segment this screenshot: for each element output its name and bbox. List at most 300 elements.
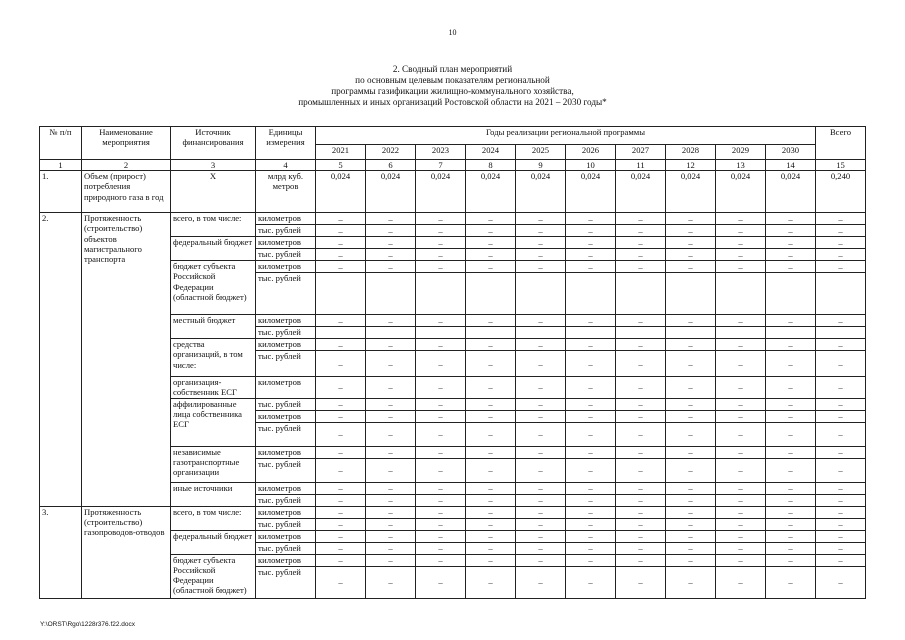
- value-cell: –: [816, 237, 866, 249]
- value-cell: –: [366, 249, 416, 261]
- row-unit: тыс. рублей: [256, 458, 316, 482]
- value-cell: –: [666, 518, 716, 530]
- header-year: 2023: [416, 145, 466, 160]
- value-cell: –: [466, 458, 516, 482]
- value-cell: –: [716, 225, 766, 237]
- value-cell: –: [366, 351, 416, 377]
- value-cell: –: [466, 410, 516, 422]
- header-years-group: Годы реализации региональной программы: [316, 127, 816, 145]
- value-cell: –: [516, 339, 566, 351]
- value-cell: –: [716, 315, 766, 327]
- value-cell: –: [616, 542, 666, 554]
- value-cell: –: [566, 446, 616, 458]
- value-cell: –: [416, 554, 466, 566]
- header-year: 2030: [766, 145, 816, 160]
- value-cell: –: [416, 351, 466, 377]
- value-cell: –: [416, 530, 466, 542]
- value-cell: –: [766, 398, 816, 410]
- value-cell: –: [816, 482, 866, 494]
- value-cell: –: [466, 261, 516, 273]
- value-cell: –: [666, 482, 716, 494]
- value-cell: –: [566, 542, 616, 554]
- value-cell: –: [516, 530, 566, 542]
- column-number: 13: [716, 160, 766, 171]
- value-cell: –: [416, 237, 466, 249]
- header-source: Источник финансирования: [171, 127, 256, 160]
- value-cell: –: [366, 422, 416, 446]
- row-unit: тыс. рублей: [256, 249, 316, 261]
- value-cell: –: [666, 494, 716, 506]
- column-number: 7: [416, 160, 466, 171]
- row-source: федеральный бюджет: [171, 530, 256, 554]
- value-cell: 0,024: [416, 171, 466, 213]
- value-cell: [716, 273, 766, 315]
- value-cell: –: [516, 398, 566, 410]
- column-number: 1: [40, 160, 82, 171]
- value-cell: –: [666, 566, 716, 598]
- value-cell: –: [416, 315, 466, 327]
- value-cell: [766, 327, 816, 339]
- value-cell: –: [616, 530, 666, 542]
- value-cell: –: [716, 506, 766, 518]
- value-cell: –: [566, 249, 616, 261]
- value-cell: –: [716, 249, 766, 261]
- value-cell: –: [766, 237, 816, 249]
- row-name: Объем (прирост) потребления природного газа в год: [82, 171, 171, 213]
- table-row: [40, 171, 866, 213]
- value-cell: –: [466, 339, 516, 351]
- value-cell: –: [766, 422, 816, 446]
- value-cell: –: [766, 554, 816, 566]
- value-cell: –: [316, 542, 366, 554]
- column-numbers-row: [40, 160, 866, 171]
- title-line: по основным целевым показателям региональной: [355, 75, 550, 85]
- value-cell: –: [566, 422, 616, 446]
- column-number: 14: [766, 160, 816, 171]
- value-cell: –: [816, 249, 866, 261]
- value-cell: –: [466, 351, 516, 377]
- value-cell: –: [466, 225, 516, 237]
- value-cell: –: [516, 482, 566, 494]
- value-cell: 0,024: [566, 171, 616, 213]
- value-cell: –: [316, 351, 366, 377]
- value-cell: –: [616, 422, 666, 446]
- value-cell: –: [466, 530, 516, 542]
- value-cell: [816, 327, 866, 339]
- header-year: 2029: [716, 145, 766, 160]
- value-cell: –: [316, 506, 366, 518]
- value-cell: –: [416, 422, 466, 446]
- value-cell: –: [716, 237, 766, 249]
- row-unit: километров: [256, 506, 316, 518]
- value-cell: –: [466, 506, 516, 518]
- value-cell: –: [616, 554, 666, 566]
- value-cell: [616, 273, 666, 315]
- value-cell: –: [566, 339, 616, 351]
- value-cell: [716, 327, 766, 339]
- value-cell: –: [816, 398, 866, 410]
- value-cell: 0,024: [616, 171, 666, 213]
- row-source: независимые газотранспортные организации: [171, 446, 256, 482]
- value-cell: –: [516, 566, 566, 598]
- value-cell: –: [666, 398, 716, 410]
- value-cell: –: [316, 482, 366, 494]
- value-cell: –: [766, 261, 816, 273]
- value-cell: –: [416, 398, 466, 410]
- row-unit: километров: [256, 410, 316, 422]
- value-cell: [416, 273, 466, 315]
- value-cell: –: [516, 506, 566, 518]
- value-cell: –: [716, 542, 766, 554]
- row-unit: километров: [256, 530, 316, 542]
- value-cell: [316, 273, 366, 315]
- value-cell: –: [666, 225, 716, 237]
- value-cell: –: [716, 494, 766, 506]
- row-unit: тыс. рублей: [256, 398, 316, 410]
- column-number: 8: [466, 160, 516, 171]
- value-cell: –: [616, 237, 666, 249]
- value-cell: –: [766, 315, 816, 327]
- value-cell: 0,240: [816, 171, 866, 213]
- column-number: 4: [256, 160, 316, 171]
- value-cell: [566, 327, 616, 339]
- value-cell: –: [566, 377, 616, 398]
- value-cell: –: [566, 518, 616, 530]
- value-cell: –: [816, 377, 866, 398]
- value-cell: [366, 273, 416, 315]
- value-cell: 0,024: [316, 171, 366, 213]
- title-line: 2. Сводный план мероприятий: [392, 64, 513, 74]
- value-cell: –: [316, 494, 366, 506]
- value-cell: [366, 327, 416, 339]
- value-cell: [666, 273, 716, 315]
- row-number: 2.: [40, 213, 82, 506]
- value-cell: –: [666, 458, 716, 482]
- header-year: 2026: [566, 145, 616, 160]
- value-cell: –: [566, 351, 616, 377]
- value-cell: [766, 273, 816, 315]
- header-name: Наименование мероприятия: [82, 127, 171, 160]
- value-cell: [816, 273, 866, 315]
- value-cell: –: [716, 530, 766, 542]
- value-cell: –: [816, 351, 866, 377]
- value-cell: –: [566, 315, 616, 327]
- value-cell: –: [316, 422, 366, 446]
- value-cell: –: [566, 530, 616, 542]
- value-cell: –: [616, 446, 666, 458]
- row-unit: километров: [256, 377, 316, 398]
- value-cell: –: [416, 494, 466, 506]
- value-cell: –: [816, 225, 866, 237]
- value-cell: –: [316, 518, 366, 530]
- row-unit: тыс. рублей: [256, 566, 316, 598]
- table-row: [40, 506, 866, 518]
- value-cell: –: [616, 518, 666, 530]
- value-cell: –: [366, 494, 416, 506]
- value-cell: –: [316, 554, 366, 566]
- value-cell: –: [716, 410, 766, 422]
- value-cell: –: [466, 494, 516, 506]
- value-cell: –: [716, 518, 766, 530]
- header-year: 2025: [516, 145, 566, 160]
- row-unit: километров: [256, 237, 316, 249]
- value-cell: –: [766, 542, 816, 554]
- value-cell: –: [466, 554, 516, 566]
- value-cell: –: [466, 315, 516, 327]
- row-number: 1.: [40, 171, 82, 213]
- header-total: Всего: [816, 127, 866, 160]
- value-cell: –: [616, 225, 666, 237]
- value-cell: –: [366, 213, 416, 225]
- value-cell: –: [516, 377, 566, 398]
- column-number: 12: [666, 160, 716, 171]
- value-cell: –: [616, 458, 666, 482]
- value-cell: –: [516, 213, 566, 225]
- column-number: 5: [316, 160, 366, 171]
- value-cell: –: [566, 261, 616, 273]
- summary-plan-table: [39, 126, 866, 599]
- value-cell: –: [316, 398, 366, 410]
- value-cell: –: [416, 482, 466, 494]
- value-cell: –: [766, 494, 816, 506]
- value-cell: –: [766, 446, 816, 458]
- row-source: местный бюджет: [171, 315, 256, 339]
- value-cell: –: [366, 518, 416, 530]
- value-cell: –: [416, 377, 466, 398]
- row-unit: тыс. рублей: [256, 327, 316, 339]
- row-number: 3.: [40, 506, 82, 598]
- value-cell: –: [616, 482, 666, 494]
- value-cell: –: [616, 315, 666, 327]
- value-cell: –: [366, 458, 416, 482]
- value-cell: –: [466, 482, 516, 494]
- value-cell: –: [766, 410, 816, 422]
- value-cell: –: [666, 554, 716, 566]
- value-cell: –: [366, 261, 416, 273]
- value-cell: –: [566, 482, 616, 494]
- value-cell: –: [666, 530, 716, 542]
- value-cell: –: [616, 351, 666, 377]
- value-cell: –: [766, 351, 816, 377]
- value-cell: –: [316, 410, 366, 422]
- value-cell: 0,024: [366, 171, 416, 213]
- value-cell: –: [766, 377, 816, 398]
- value-cell: –: [366, 482, 416, 494]
- value-cell: –: [666, 542, 716, 554]
- value-cell: –: [616, 566, 666, 598]
- value-cell: –: [666, 213, 716, 225]
- table-row: [40, 213, 866, 225]
- value-cell: –: [366, 506, 416, 518]
- value-cell: –: [666, 261, 716, 273]
- value-cell: –: [316, 261, 366, 273]
- value-cell: –: [816, 315, 866, 327]
- value-cell: –: [766, 225, 816, 237]
- value-cell: –: [716, 458, 766, 482]
- value-cell: –: [766, 213, 816, 225]
- value-cell: –: [316, 530, 366, 542]
- value-cell: –: [516, 261, 566, 273]
- value-cell: –: [516, 315, 566, 327]
- value-cell: –: [416, 249, 466, 261]
- value-cell: 0,024: [666, 171, 716, 213]
- value-cell: –: [416, 213, 466, 225]
- value-cell: –: [466, 237, 516, 249]
- row-unit: тыс. рублей: [256, 422, 316, 446]
- value-cell: [516, 273, 566, 315]
- value-cell: –: [416, 566, 466, 598]
- value-cell: –: [516, 518, 566, 530]
- row-unit: километров: [256, 482, 316, 494]
- value-cell: –: [366, 225, 416, 237]
- row-source: бюджет субъекта Российской Федерации (областной бюджет): [171, 261, 256, 315]
- value-cell: –: [416, 542, 466, 554]
- value-cell: –: [566, 566, 616, 598]
- value-cell: –: [816, 458, 866, 482]
- value-cell: –: [716, 377, 766, 398]
- value-cell: –: [766, 518, 816, 530]
- header-year: 2027: [616, 145, 666, 160]
- value-cell: –: [516, 351, 566, 377]
- value-cell: –: [716, 566, 766, 598]
- header-year: 2022: [366, 145, 416, 160]
- value-cell: –: [366, 398, 416, 410]
- value-cell: –: [516, 422, 566, 446]
- row-source: организация-собственник ЕСГ: [171, 377, 256, 398]
- value-cell: –: [366, 410, 416, 422]
- value-cell: –: [716, 446, 766, 458]
- value-cell: –: [516, 542, 566, 554]
- value-cell: [416, 327, 466, 339]
- value-cell: –: [766, 339, 816, 351]
- value-cell: –: [316, 213, 366, 225]
- row-unit: тыс. рублей: [256, 273, 316, 315]
- value-cell: –: [566, 458, 616, 482]
- header-year: 2028: [666, 145, 716, 160]
- value-cell: –: [716, 339, 766, 351]
- row-source: федеральный бюджет: [171, 237, 256, 261]
- value-cell: –: [816, 530, 866, 542]
- row-unit: километров: [256, 554, 316, 566]
- value-cell: –: [616, 494, 666, 506]
- value-cell: –: [516, 410, 566, 422]
- value-cell: –: [416, 446, 466, 458]
- value-cell: –: [416, 506, 466, 518]
- value-cell: –: [366, 315, 416, 327]
- value-cell: –: [816, 446, 866, 458]
- value-cell: –: [316, 339, 366, 351]
- row-source: Х: [171, 171, 256, 213]
- value-cell: –: [566, 410, 616, 422]
- value-cell: –: [316, 237, 366, 249]
- value-cell: –: [816, 554, 866, 566]
- value-cell: –: [466, 446, 516, 458]
- value-cell: –: [766, 482, 816, 494]
- value-cell: –: [366, 530, 416, 542]
- value-cell: –: [416, 261, 466, 273]
- value-cell: –: [716, 398, 766, 410]
- row-unit: километров: [256, 339, 316, 351]
- row-unit: тыс. рублей: [256, 518, 316, 530]
- value-cell: –: [416, 225, 466, 237]
- value-cell: 0,024: [766, 171, 816, 213]
- value-cell: –: [516, 554, 566, 566]
- document-title: [0, 64, 905, 108]
- title-line: промышленных и иных организаций Ростовской области на 2021 – 2030 годы*: [298, 97, 607, 107]
- value-cell: –: [666, 249, 716, 261]
- row-source: аффилированные лица собственника ЕСГ: [171, 398, 256, 446]
- value-cell: –: [616, 261, 666, 273]
- column-number: 10: [566, 160, 616, 171]
- value-cell: –: [316, 377, 366, 398]
- value-cell: –: [316, 446, 366, 458]
- column-number: 6: [366, 160, 416, 171]
- row-unit: километров: [256, 261, 316, 273]
- value-cell: –: [716, 351, 766, 377]
- value-cell: –: [566, 398, 616, 410]
- value-cell: –: [416, 410, 466, 422]
- value-cell: –: [716, 261, 766, 273]
- value-cell: –: [516, 494, 566, 506]
- value-cell: –: [416, 458, 466, 482]
- value-cell: –: [566, 213, 616, 225]
- value-cell: –: [716, 482, 766, 494]
- value-cell: [466, 273, 516, 315]
- value-cell: –: [516, 237, 566, 249]
- value-cell: –: [416, 339, 466, 351]
- value-cell: –: [466, 377, 516, 398]
- row-source: всего, в том числе:: [171, 213, 256, 237]
- value-cell: –: [416, 518, 466, 530]
- value-cell: –: [616, 398, 666, 410]
- header-unit: Единицы измерения: [256, 127, 316, 160]
- value-cell: [616, 327, 666, 339]
- value-cell: –: [816, 422, 866, 446]
- value-cell: –: [366, 542, 416, 554]
- value-cell: –: [316, 249, 366, 261]
- value-cell: –: [766, 566, 816, 598]
- value-cell: –: [816, 261, 866, 273]
- value-cell: –: [816, 339, 866, 351]
- value-cell: –: [766, 458, 816, 482]
- row-unit: километров: [256, 446, 316, 458]
- header-num: № п/п: [40, 127, 82, 160]
- row-unit: млрд куб. метров: [256, 171, 316, 213]
- value-cell: –: [666, 422, 716, 446]
- value-cell: –: [516, 225, 566, 237]
- value-cell: –: [366, 554, 416, 566]
- value-cell: –: [566, 494, 616, 506]
- value-cell: –: [666, 410, 716, 422]
- column-number: 15: [816, 160, 866, 171]
- value-cell: –: [816, 506, 866, 518]
- value-cell: –: [816, 410, 866, 422]
- value-cell: –: [466, 398, 516, 410]
- value-cell: –: [566, 506, 616, 518]
- value-cell: –: [616, 410, 666, 422]
- value-cell: –: [766, 530, 816, 542]
- value-cell: –: [616, 506, 666, 518]
- value-cell: –: [466, 566, 516, 598]
- value-cell: –: [466, 213, 516, 225]
- value-cell: –: [366, 377, 416, 398]
- file-path-footer: Y:\ORST\Rgo\1228r376.f22.docx: [40, 621, 136, 628]
- header-year: 2021: [316, 145, 366, 160]
- value-cell: –: [466, 518, 516, 530]
- value-cell: –: [466, 422, 516, 446]
- value-cell: –: [316, 225, 366, 237]
- row-unit: тыс. рублей: [256, 494, 316, 506]
